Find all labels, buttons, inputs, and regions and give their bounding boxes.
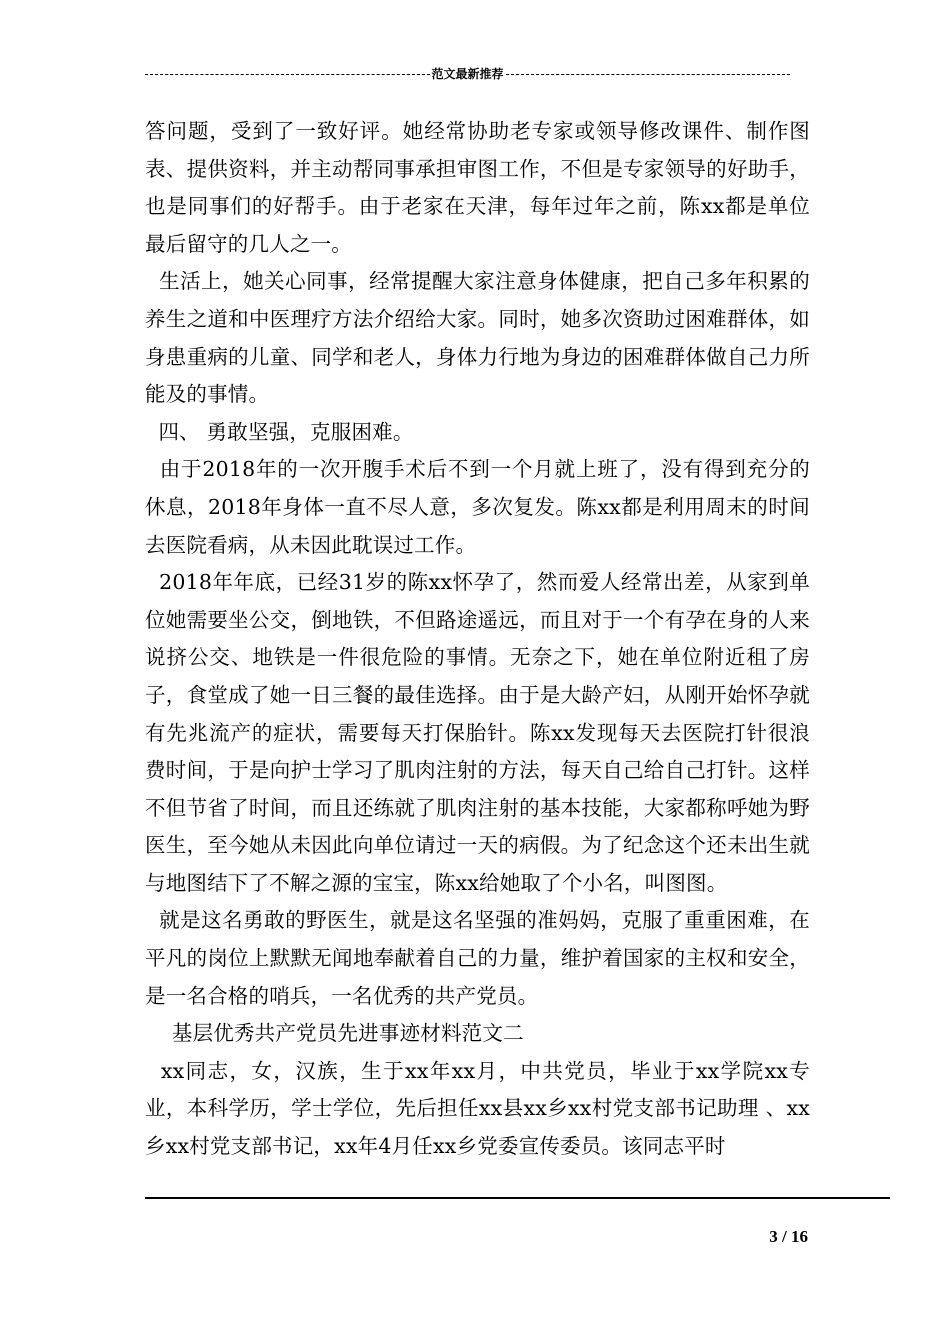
document-body xyxy=(145,113,810,1166)
page-number: 3 / 16 xyxy=(769,1227,808,1246)
page-header xyxy=(145,66,790,82)
footer-divider xyxy=(145,1197,890,1199)
header-dash-left xyxy=(145,74,430,75)
paragraph: 2018年年底，已经31岁的陈xx怀孕了，然而爱人经常出差，从家到单位她需要坐公交，倒地铁，不但路途遥远，而且对于一个有孕在身的人来说挤公交、地铁是一件很危险的事情。无奈之下，她在单位附近租了房子，食堂成了她一日三餐的最佳选择。由于是大龄产妇，从刚开始怀孕就有先兆流产的症状，需要每天打保胎针。陈xx发现每天去医院打针很浪费时间，于是向护士学习了肌肉注射的方法，每天自己给自己打针。这样不但节省了时间，而且还练就了肌肉注射的基本技能，大家都称呼她为野医生，至今她从未因此向单位请过一天的病假。为了纪念这个还未出生就与地图结下了不解之源的宝宝，陈xx给她取了个小名，叫图图。 xyxy=(145,570,810,895)
header-label: 范文最新推荐 xyxy=(431,67,504,81)
paragraph: 就是这名勇敢的野医生，就是这名坚强的准妈妈，克服了重重困难，在平凡的岗位上默默无闻地奉献着自己的力量，维护着国家的主权和安全，是一名合格的哨兵，一名优秀的共产党员。 xyxy=(145,908,811,1008)
paragraph: xx同志，女，汉族，生于xx年xx月，中共党员，毕业于xx学院xx专业，本科学历，学士学位，先后担任xx县xx乡xx村党支部书记助理 、xx乡xx村党支部书记，xx年4月任xx乡党委宣传委员。该同志平时 xyxy=(145,1058,810,1159)
paragraph: 由于2018年的一次开腹手术后不到一个月就上班了，没有得到充分的休息，2018年身体一直不尽人意，多次复发。陈xx都是利用周末的时间去医院看病，从未因此耽误过工作。 xyxy=(145,457,810,557)
paragraph: 生活上，她关心同事，经常提醒大家注意身体健康，把自己多年积累的养生之道和中医理疗方法介绍给大家。同时，她多次资助过困难群体，如身患重病的儿童、同学和老人，身体力行地为身边的困难群体做自己力所能及的事情。 xyxy=(145,269,811,407)
paragraph: 答问题，受到了一致好评。她经常协助老专家或领导修改课件、制作图表、提供资料，并主动帮同事承担审图工作，不但是专家领导的好助手，也是同事们的好帮手。由于老家在天津，每年过年之前，陈xx都是单位最后留守的几人之一。 xyxy=(145,119,810,256)
section-heading: 四、 勇敢坚强，克服困难。 xyxy=(145,419,414,444)
header-dash-right xyxy=(506,74,790,75)
section-title: 基层优秀共产党员先进事迹材料范文二 xyxy=(145,1021,524,1046)
